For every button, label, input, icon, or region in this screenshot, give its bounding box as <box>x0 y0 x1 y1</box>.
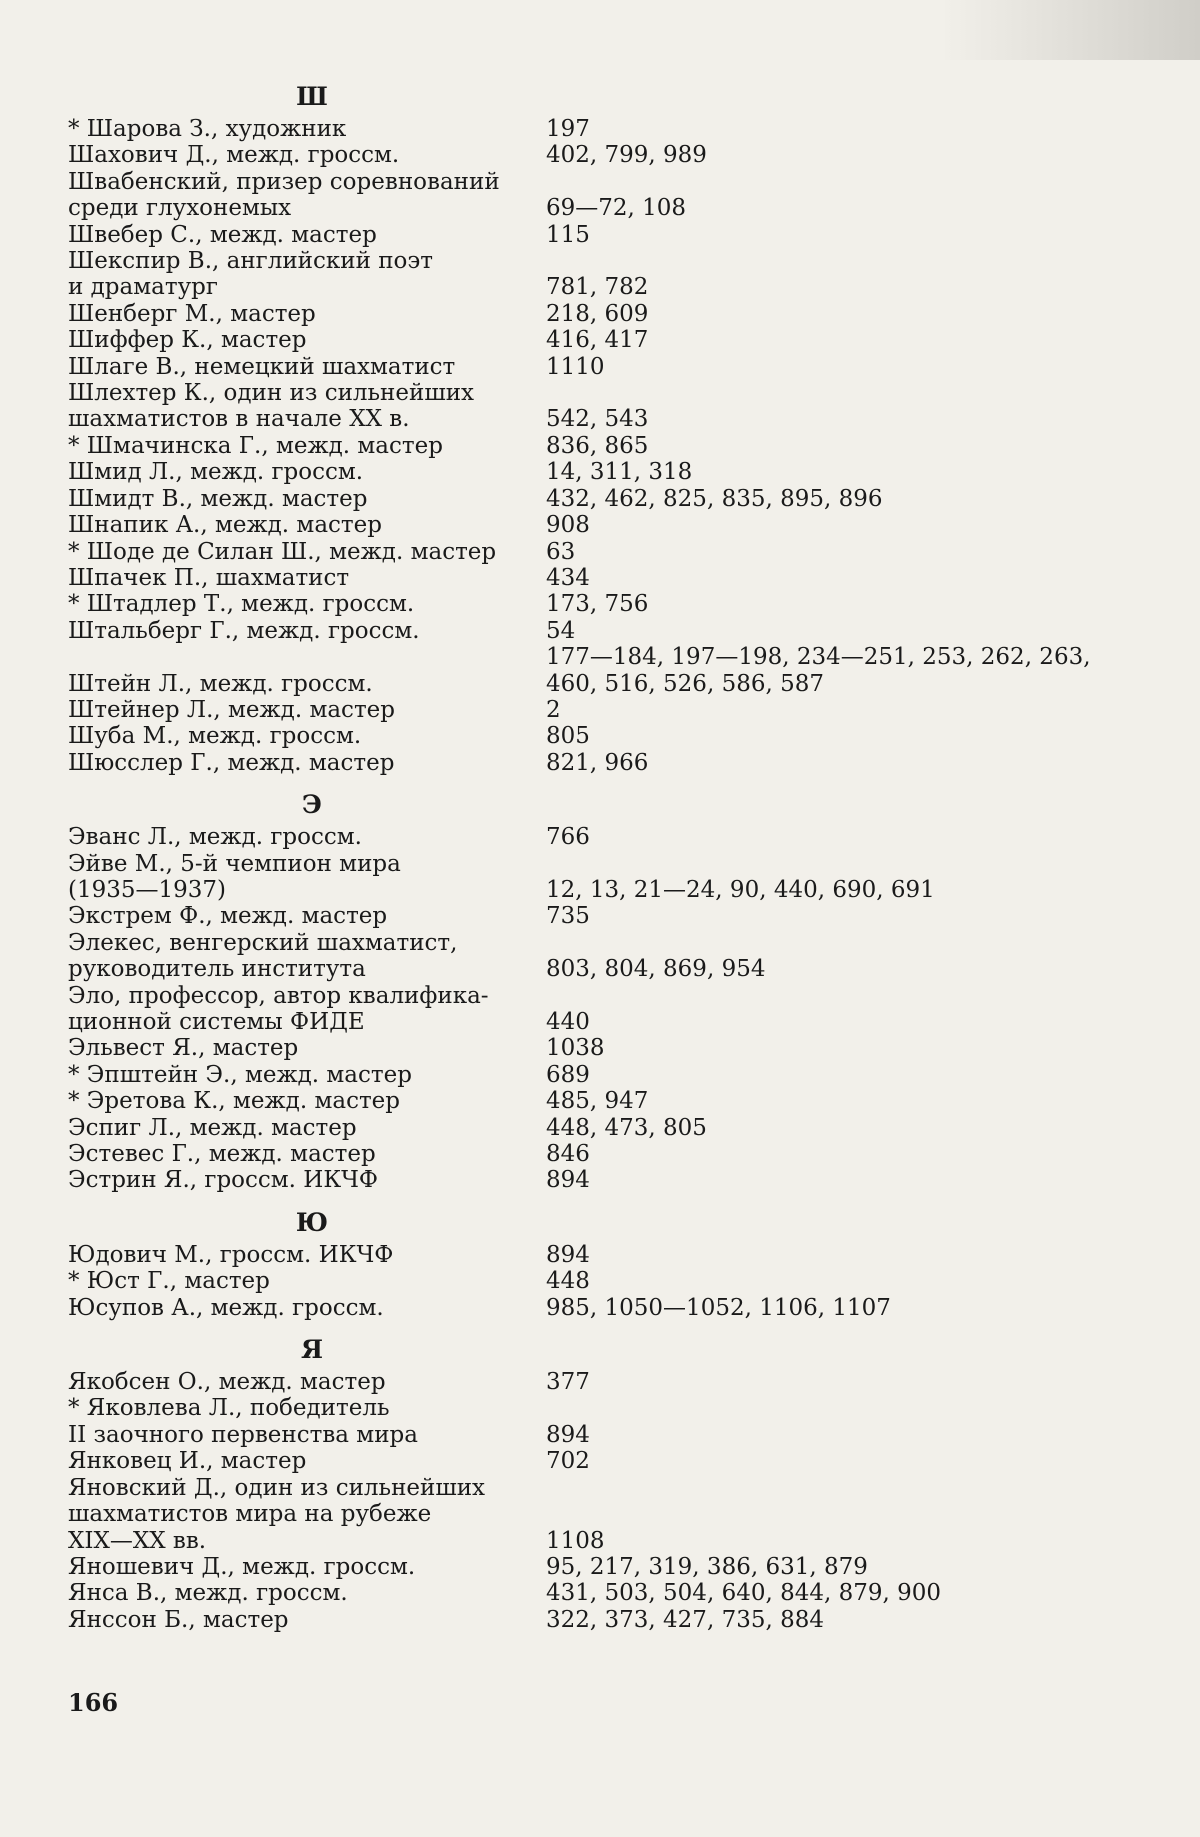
section-letter: Э <box>68 786 556 824</box>
entry-name-line: * Штадлер Т., межд. гроссм. <box>68 591 546 617</box>
entry-pages-line: 416, 417 <box>546 327 1108 353</box>
entry-name-line: Якобсен О., межд. мастер <box>68 1369 546 1395</box>
entry-name-line: Юсупов А., межд. гроссм. <box>68 1295 546 1321</box>
entry-name-line: ционной системы ФИДЕ <box>68 1009 546 1035</box>
index-entry <box>68 824 1108 850</box>
entry-pages-line: 95, 217, 319, 386, 631, 879 <box>546 1554 1108 1580</box>
entry-pages-line: 702 <box>546 1448 1108 1474</box>
entry-name-line: Штейнер Л., межд. мастер <box>68 697 546 723</box>
entry-pages <box>546 512 1108 538</box>
entry-name <box>68 903 546 929</box>
index-entry <box>68 1167 1108 1193</box>
entry-pages <box>546 354 1108 380</box>
entry-name-line: Шахович Д., межд. гроссм. <box>68 142 546 168</box>
entry-name <box>68 1448 546 1474</box>
index-section <box>68 824 1108 1194</box>
entry-name <box>68 433 546 459</box>
entry-pages-line: 431, 503, 504, 640, 844, 879, 900 <box>546 1580 1108 1606</box>
section-letter: Ю <box>68 1204 556 1242</box>
entry-name-line: Эванс Л., межд. гроссм. <box>68 824 546 850</box>
index-entry <box>68 301 1108 327</box>
index-entry <box>68 1035 1108 1061</box>
entry-pages <box>546 1528 1108 1554</box>
entry-name-line: Эстевес Г., межд. мастер <box>68 1141 546 1167</box>
index-entry <box>68 142 1108 168</box>
entry-name <box>68 512 546 538</box>
entry-name-line: Шенберг М., мастер <box>68 301 546 327</box>
index-section <box>68 116 1108 776</box>
index-entry <box>68 459 1108 485</box>
entry-name-line: Швабенский, призер соревнований <box>68 169 546 195</box>
index-entry <box>68 1268 1108 1294</box>
entry-pages <box>546 1009 1108 1035</box>
entry-pages <box>546 1448 1108 1474</box>
index-entry <box>68 1115 1108 1141</box>
entry-pages-line: 836, 865 <box>546 433 1108 459</box>
entry-pages-line: 689 <box>546 1062 1108 1088</box>
entry-pages-line: 894 <box>546 1167 1108 1193</box>
entry-name <box>68 1167 546 1193</box>
entry-name <box>68 169 546 222</box>
entry-pages <box>546 956 1108 982</box>
entry-name-line: * Юст Г., мастер <box>68 1268 546 1294</box>
entry-pages <box>546 1242 1108 1268</box>
entry-name-line: Яновский Д., один из сильнейших <box>68 1475 546 1501</box>
entry-name <box>68 1141 546 1167</box>
entry-name <box>68 618 546 644</box>
entry-name <box>68 565 546 591</box>
entry-name <box>68 116 546 142</box>
entry-name <box>68 983 546 1036</box>
entry-pages-line: 894 <box>546 1422 1108 1448</box>
entry-name <box>68 824 546 850</box>
index-entry <box>68 380 1108 433</box>
entry-pages-line: 735 <box>546 903 1108 929</box>
entry-pages <box>546 1167 1108 1193</box>
index-entry <box>68 512 1108 538</box>
index-entry <box>68 750 1108 776</box>
index-entry <box>68 1295 1108 1321</box>
index-entry <box>68 903 1108 929</box>
index-entry <box>68 565 1108 591</box>
index-entry <box>68 222 1108 248</box>
index-entry <box>68 983 1108 1036</box>
index-entry <box>68 1141 1108 1167</box>
entry-name-line: Элекес, венгерский шахматист, <box>68 930 546 956</box>
entry-pages <box>546 1115 1108 1141</box>
index-entry <box>68 539 1108 565</box>
entry-name-line: * Шоде де Силан Ш., межд. мастер <box>68 539 546 565</box>
entry-name-line: Янса В., межд. гроссм. <box>68 1580 546 1606</box>
entry-name-line: Шлаге В., немецкий шахматист <box>68 354 546 380</box>
entry-pages <box>546 1268 1108 1294</box>
entry-name <box>68 301 546 327</box>
entry-pages <box>546 539 1108 565</box>
entry-name-line: * Шарова З., художник <box>68 116 546 142</box>
entry-pages <box>546 1554 1108 1580</box>
entry-pages <box>546 459 1108 485</box>
entry-name-line: Шпачек П., шахматист <box>68 565 546 591</box>
entry-pages <box>546 1607 1108 1633</box>
entry-pages-line: 460, 516, 526, 586, 587 <box>546 671 1108 697</box>
index-entry <box>68 1369 1108 1395</box>
entry-pages <box>546 723 1108 749</box>
entry-pages-line: 766 <box>546 824 1108 850</box>
entry-pages-line: 54 <box>546 618 1108 644</box>
entry-name <box>68 248 546 301</box>
entry-pages-line: 805 <box>546 723 1108 749</box>
entry-pages <box>546 903 1108 929</box>
entry-pages-line: 177—184, 197—198, 234—251, 253, 262, 263, <box>546 644 1108 670</box>
entry-name <box>68 1062 546 1088</box>
entry-pages <box>546 195 1108 221</box>
index-entry <box>68 169 1108 222</box>
entry-name-line: * Эпштейн Э., межд. мастер <box>68 1062 546 1088</box>
index-entry <box>68 1607 1108 1633</box>
entry-pages <box>546 1580 1108 1606</box>
index-section <box>68 1242 1108 1321</box>
entry-pages-line: 197 <box>546 116 1108 142</box>
entry-name-line: шахматистов мира на рубеже <box>68 1501 546 1527</box>
index-entry <box>68 697 1108 723</box>
index-entry <box>68 116 1108 142</box>
entry-name-line: * Шмачинска Г., межд. мастер <box>68 433 546 459</box>
entry-pages <box>546 1062 1108 1088</box>
entry-pages <box>546 301 1108 327</box>
index-entry <box>68 1475 1108 1554</box>
index-entry <box>68 1395 1108 1448</box>
entry-name <box>68 459 546 485</box>
index-entry <box>68 930 1108 983</box>
index-entry <box>68 1580 1108 1606</box>
entry-pages <box>546 1035 1108 1061</box>
entry-name-line: XIX—XX вв. <box>68 1528 546 1554</box>
index-entry <box>68 1554 1108 1580</box>
entry-name-line: Шиффер К., мастер <box>68 327 546 353</box>
entry-pages-line: 908 <box>546 512 1108 538</box>
entry-pages <box>546 1141 1108 1167</box>
index-entry <box>68 354 1108 380</box>
entry-name-line: шахматистов в начале XX в. <box>68 406 546 432</box>
entry-name-line: Эйве М., 5-й чемпион мира <box>68 851 546 877</box>
entry-pages-line: 542, 543 <box>546 406 1108 432</box>
entry-pages <box>546 591 1108 617</box>
entry-name-line: Янковец И., мастер <box>68 1448 546 1474</box>
entry-name-line: Шнапик А., межд. мастер <box>68 512 546 538</box>
entry-pages <box>546 274 1108 300</box>
entry-name <box>68 1580 546 1606</box>
entry-name <box>68 1242 546 1268</box>
entry-pages-line: 173, 756 <box>546 591 1108 617</box>
entry-name-line: * Эретова К., межд. мастер <box>68 1088 546 1114</box>
entry-name <box>68 1088 546 1114</box>
index-page <box>68 78 1108 1633</box>
entry-pages-line: 2 <box>546 697 1108 723</box>
entry-name <box>68 851 546 904</box>
entry-pages-line: 803, 804, 869, 954 <box>546 956 1108 982</box>
entry-pages <box>546 486 1108 512</box>
entry-name-line: II заочного первенства мира <box>68 1422 546 1448</box>
entry-name <box>68 486 546 512</box>
entry-name <box>68 591 546 617</box>
entry-name-line: Янссон Б., мастер <box>68 1607 546 1633</box>
index-entry <box>68 433 1108 459</box>
entry-pages-line: 1038 <box>546 1035 1108 1061</box>
entry-pages-line: 894 <box>546 1242 1108 1268</box>
entry-pages-line: 322, 373, 427, 735, 884 <box>546 1607 1108 1633</box>
entry-name <box>68 539 546 565</box>
section-letter: Я <box>68 1331 556 1369</box>
index-entry <box>68 1062 1108 1088</box>
entry-pages <box>546 142 1108 168</box>
index-entry <box>68 591 1108 617</box>
entry-name-line: Шуба М., межд. гроссм. <box>68 723 546 749</box>
entry-name-line: Эспиг Л., межд. мастер <box>68 1115 546 1141</box>
entry-pages <box>546 406 1108 432</box>
entry-name <box>68 697 546 723</box>
index-entry <box>68 851 1108 904</box>
entry-pages <box>546 644 1108 697</box>
index-entry <box>68 1448 1108 1474</box>
entry-pages <box>546 877 1108 903</box>
entry-name <box>68 723 546 749</box>
index-section <box>68 1369 1108 1633</box>
entry-name <box>68 1268 546 1294</box>
entry-name-line: Шмидт В., межд. мастер <box>68 486 546 512</box>
entry-name <box>68 750 546 776</box>
entry-name <box>68 1369 546 1395</box>
entry-name-line: Юдович М., гроссм. ИКЧФ <box>68 1242 546 1268</box>
entry-pages-line: 846 <box>546 1141 1108 1167</box>
entry-name <box>68 1395 546 1448</box>
entry-name <box>68 222 546 248</box>
entry-name-line: Шюсслер Г., межд. мастер <box>68 750 546 776</box>
entry-pages <box>546 618 1108 644</box>
entry-pages-line: 485, 947 <box>546 1088 1108 1114</box>
entry-pages <box>546 1422 1108 1448</box>
entry-name <box>68 1607 546 1633</box>
index-entry <box>68 1088 1108 1114</box>
entry-name-line: Шекспир В., английский поэт <box>68 248 546 274</box>
entry-pages-line: 434 <box>546 565 1108 591</box>
entry-pages-line: 63 <box>546 539 1108 565</box>
entry-name <box>68 1035 546 1061</box>
entry-pages <box>546 1295 1108 1321</box>
section-letter: Ш <box>68 78 556 116</box>
index-entry <box>68 248 1108 301</box>
entry-name <box>68 142 546 168</box>
entry-pages-line: 448 <box>546 1268 1108 1294</box>
entry-pages <box>546 750 1108 776</box>
entry-name-line: Эло, профессор, автор квалифика- <box>68 983 546 1009</box>
index-entry <box>68 723 1108 749</box>
entry-pages <box>546 1369 1108 1395</box>
entry-name <box>68 1554 546 1580</box>
index-entry <box>68 618 1108 644</box>
index-entry <box>68 327 1108 353</box>
entry-pages-line: 69—72, 108 <box>546 195 1108 221</box>
entry-name <box>68 1295 546 1321</box>
entry-name-line: (1935—1937) <box>68 877 546 903</box>
entry-pages-line: 448, 473, 805 <box>546 1115 1108 1141</box>
entry-pages <box>546 824 1108 850</box>
index-entry <box>68 644 1108 697</box>
entry-name-line: Штальберг Г., межд. гроссм. <box>68 618 546 644</box>
page-number: 166 <box>68 1688 118 1717</box>
index-entry <box>68 486 1108 512</box>
entry-pages-line: 821, 966 <box>546 750 1108 776</box>
entry-pages-line: 440 <box>546 1009 1108 1035</box>
entry-pages-line: 781, 782 <box>546 274 1108 300</box>
entry-pages-line: 402, 799, 989 <box>546 142 1108 168</box>
page-edge-shadow <box>940 0 1200 60</box>
entry-name-line: * Яковлева Л., победитель <box>68 1395 546 1421</box>
entry-name <box>68 354 546 380</box>
entry-name <box>68 930 546 983</box>
entry-pages-line: 115 <box>546 222 1108 248</box>
entry-name-line: Экстрем Ф., межд. мастер <box>68 903 546 929</box>
entry-name-line: руководитель института <box>68 956 546 982</box>
entry-pages-line: 432, 462, 825, 835, 895, 896 <box>546 486 1108 512</box>
entry-pages-line: 985, 1050—1052, 1106, 1107 <box>546 1295 1108 1321</box>
entry-name-line: и драматург <box>68 274 546 300</box>
entry-pages-line: 1110 <box>546 354 1108 380</box>
entry-pages-line: 12, 13, 21—24, 90, 440, 690, 691 <box>546 877 1108 903</box>
entry-name-line: Штейн Л., межд. гроссм. <box>68 671 546 697</box>
entry-name-line: Шмид Л., межд. гроссм. <box>68 459 546 485</box>
entry-pages <box>546 1088 1108 1114</box>
entry-name-line: Шлехтер К., один из сильнейших <box>68 380 546 406</box>
entry-name <box>68 1115 546 1141</box>
entry-pages <box>546 433 1108 459</box>
entry-name <box>68 671 546 697</box>
entry-name-line: Эстрин Я., гроссм. ИКЧФ <box>68 1167 546 1193</box>
entry-name-line: среди глухонемых <box>68 195 546 221</box>
entry-name <box>68 1475 546 1554</box>
entry-pages <box>546 116 1108 142</box>
entry-pages-line: 1108 <box>546 1528 1108 1554</box>
entry-pages <box>546 565 1108 591</box>
entry-pages <box>546 697 1108 723</box>
entry-pages-line: 218, 609 <box>546 301 1108 327</box>
index-entry <box>68 1242 1108 1268</box>
entry-name-line: Швебер С., межд. мастер <box>68 222 546 248</box>
entry-pages <box>546 327 1108 353</box>
entry-pages-line: 377 <box>546 1369 1108 1395</box>
entry-pages-line: 14, 311, 318 <box>546 459 1108 485</box>
entry-name <box>68 380 546 433</box>
entry-pages <box>546 222 1108 248</box>
entry-name-line: Яношевич Д., межд. гроссм. <box>68 1554 546 1580</box>
entry-name <box>68 327 546 353</box>
entry-name-line: Эльвест Я., мастер <box>68 1035 546 1061</box>
